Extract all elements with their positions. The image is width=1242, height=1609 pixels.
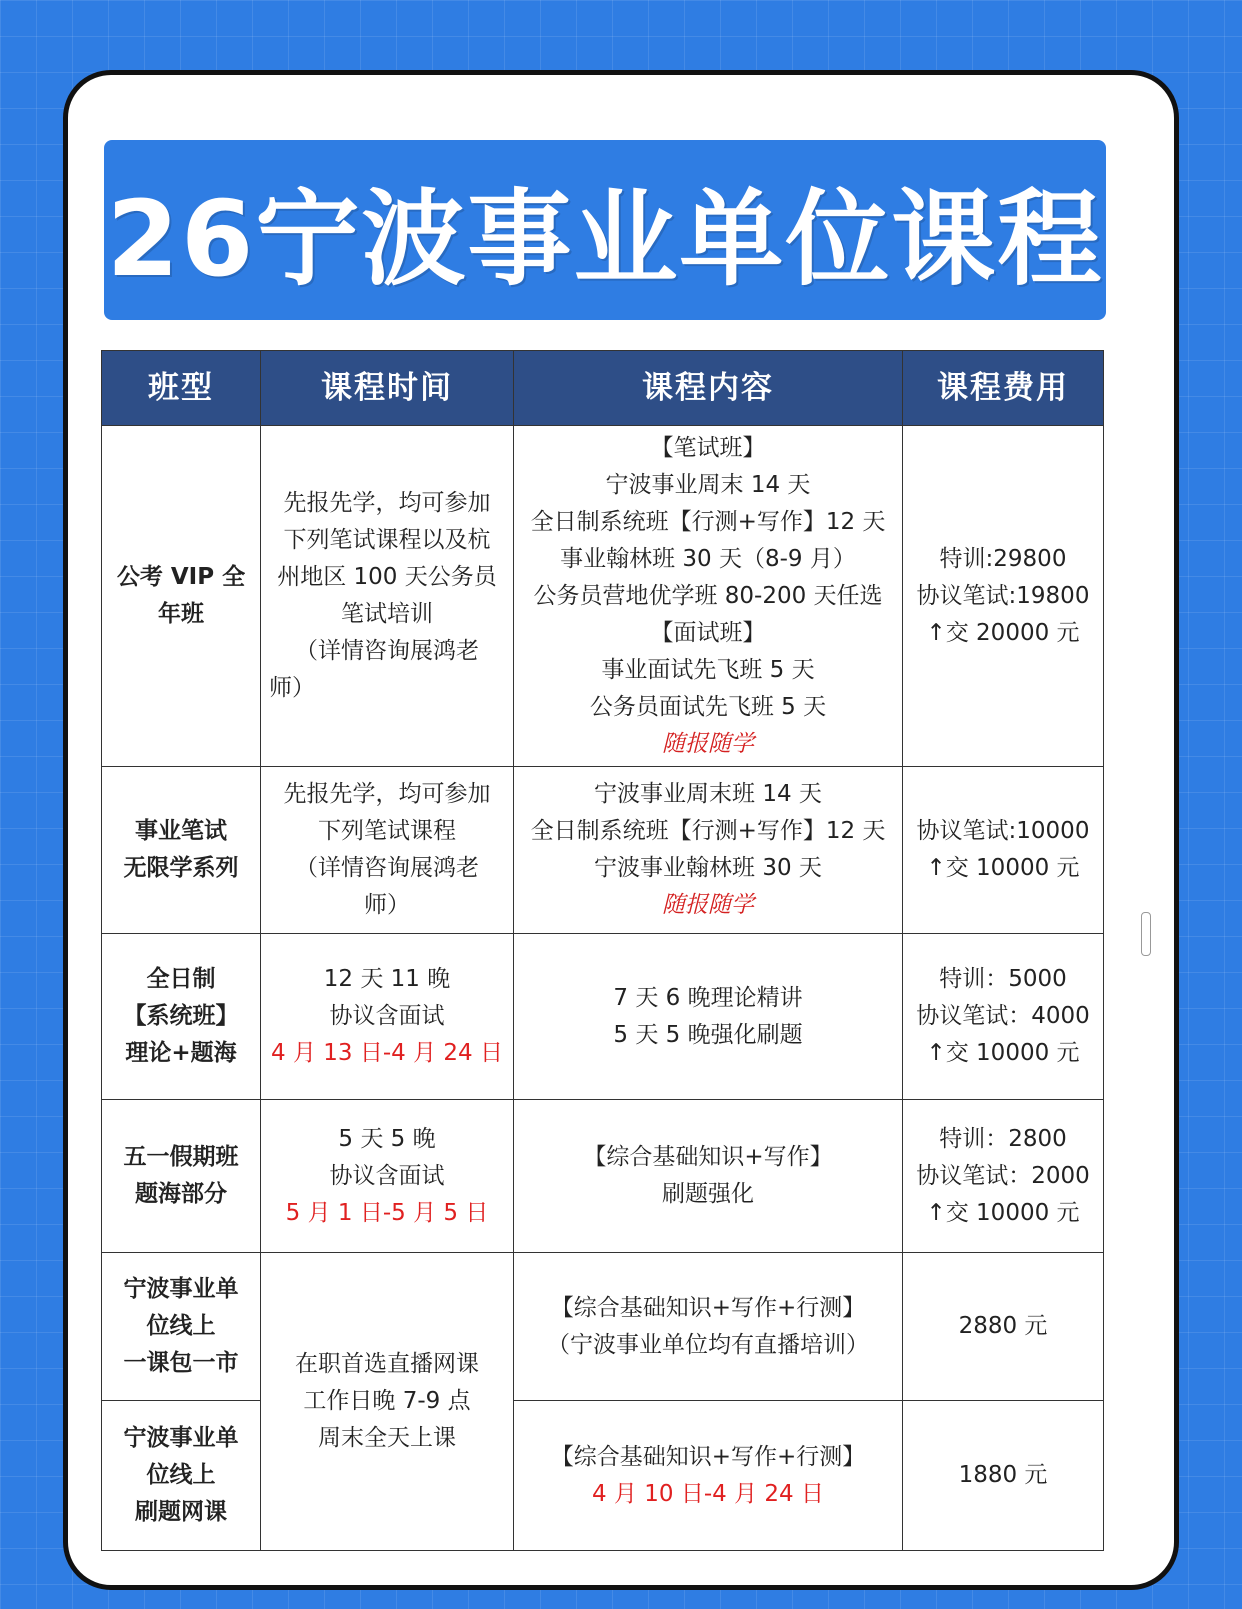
course-fee-cell: 特训：5000 协议笔试：4000 ↑交 10000 元 (903, 934, 1104, 1100)
side-tab-handle[interactable] (1141, 912, 1151, 956)
class-type-cell: 全日制 【系统班】 理论+题海 (102, 934, 261, 1100)
table-row (102, 1100, 1104, 1253)
course-table (101, 350, 1104, 1551)
course-dates: 4 月 13 日-4 月 24 日 (271, 1040, 503, 1066)
title-banner (104, 140, 1106, 320)
table-row (102, 934, 1104, 1100)
table-row (102, 767, 1104, 934)
table-row (102, 1401, 1104, 1551)
enroll-anytime-note: 随报随学 (662, 892, 754, 918)
course-table-wrap (101, 350, 1104, 1551)
course-content-cell: 【综合基础知识+写作+行测】 （宁波事业单位均有直播培训） (514, 1253, 903, 1401)
course-fee-cell: 2880 元 (903, 1253, 1104, 1401)
enroll-anytime-note: 随报随学 (662, 730, 754, 757)
course-fee-cell: 特训:29800 协议笔试:19800 ↑交 20000 元 (903, 426, 1104, 767)
class-type-cell: 宁波事业单 位线上 一课包一市 (102, 1253, 261, 1401)
class-type-cell: 公考 VIP 全 年班 (102, 426, 261, 767)
course-content-cell: 【笔试班】 宁波事业周末 14 天 全日制系统班【行测+写作】12 天 事业翰林班 30 天（8-9 月） 公务员营地优学班 80-200 天任选 【面试班】 事业面试先飞班 5 天 公务员面试先飞班 5 天 随报随学 (514, 426, 903, 767)
header-course-time: 课程时间 (261, 351, 514, 426)
course-dates: 4 月 10 日-4 月 24 日 (592, 1480, 824, 1507)
course-fee-cell: 协议笔试:10000 ↑交 10000 元 (903, 767, 1104, 934)
table-header-row (102, 351, 1104, 426)
table-row (102, 1253, 1104, 1401)
course-content-cell: 宁波事业周末班 14 天 全日制系统班【行测+写作】12 天 宁波事业翰林班 30 天 随报随学 (514, 767, 903, 934)
course-content-cell: 【综合基础知识+写作】 刷题强化 (514, 1100, 903, 1253)
course-fee-cell: 1880 元 (903, 1401, 1104, 1551)
course-time-cell: 5 天 5 晚 协议含面试 5 月 1 日-5 月 5 日 (261, 1100, 514, 1253)
class-type-cell: 五一假期班 题海部分 (102, 1100, 261, 1253)
course-time-cell: 12 天 11 晚 协议含面试 4 月 13 日-4 月 24 日 (261, 934, 514, 1100)
course-time-cell: 先报先学，均可参加 下列笔试课程 （详情咨询展鸿老 师） (261, 767, 514, 934)
course-content-cell: 7 天 6 晚理论精讲 5 天 5 晚强化刷题 (514, 934, 903, 1100)
class-type-cell: 事业笔试 无限学系列 (102, 767, 261, 934)
course-fee-cell: 特训：2800 协议笔试：2000 ↑交 10000 元 (903, 1100, 1104, 1253)
header-course-fee: 课程费用 (903, 351, 1104, 426)
header-class-type: 班型 (102, 351, 261, 426)
table-row (102, 426, 1104, 767)
course-dates: 5 月 1 日-5 月 5 日 (285, 1199, 489, 1226)
course-card (63, 70, 1179, 1590)
course-time-cell-shared: 在职首选直播网课 工作日晚 7-9 点 周末全天上课 (261, 1253, 514, 1551)
page-title: 26宁波事业单位课程 (106, 178, 1104, 300)
header-course-content: 课程内容 (514, 351, 903, 426)
course-content-cell: 【综合基础知识+写作+行测】 4 月 10 日-4 月 24 日 (514, 1401, 903, 1551)
class-type-cell: 宁波事业单 位线上 刷题网课 (102, 1401, 261, 1551)
course-time-cell: 先报先学，均可参加 下列笔试课程以及杭 州地区 100 天公务员 笔试培训 （详情咨询展鸿老 师） (261, 426, 514, 767)
